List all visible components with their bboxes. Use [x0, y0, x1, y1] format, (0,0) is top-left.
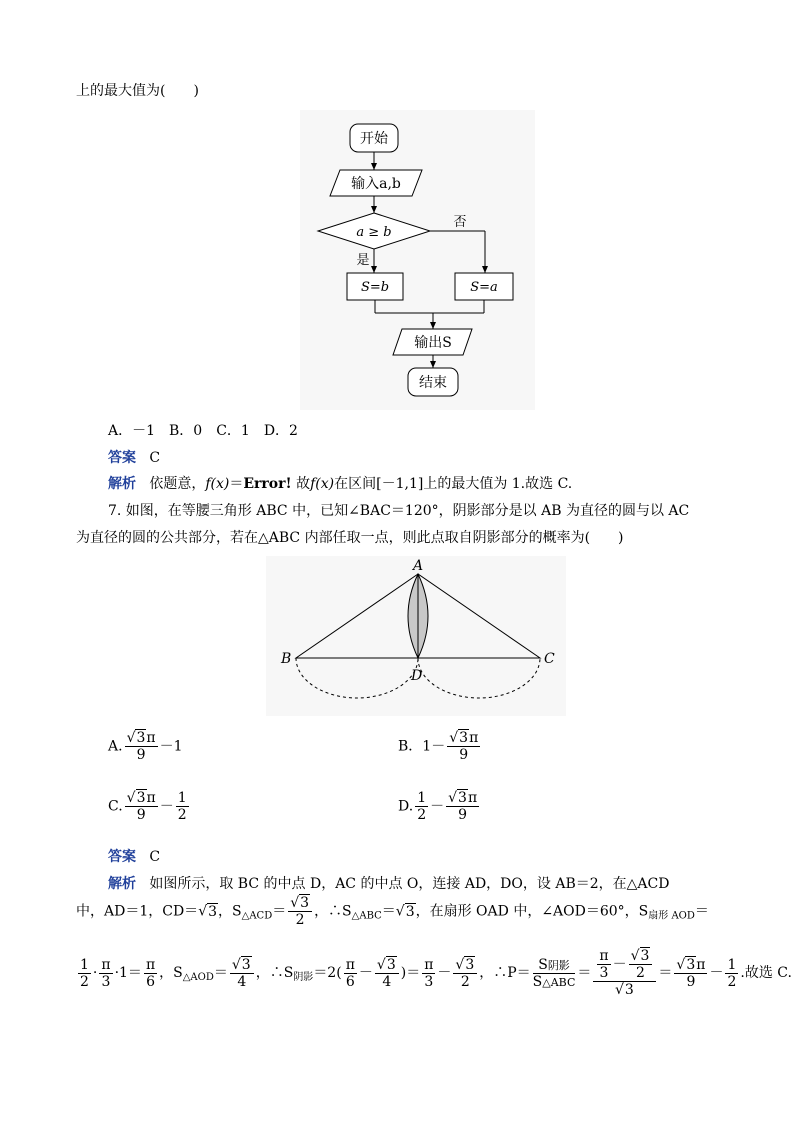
q6-options: A．－1 B．0 C．1 D．2: [108, 423, 298, 439]
q7-analysis-line2: 中，AD＝1，CD＝√3，$S_{\triangle ACD}=$ $\frac{√3}{2}$ ，$\therefore S_{\triangle ABC}=√3$，在扇形 OAD 中，∠AOD＝60°，$S_{扇形 AOD}=$: [76, 895, 709, 929]
error-text: Error!: [243, 476, 292, 492]
flow-input-text: 输入a,b: [351, 176, 401, 192]
q7-analysis-line1: [108, 873, 669, 893]
q7-answer-line: [108, 846, 160, 866]
analysis-label: 解析: [108, 476, 136, 492]
triangle-figure: [266, 556, 566, 716]
q7-analysis-line3: $\frac{1}{2}$ · $\frac{\pi}{3}$ ·1＝ $\frac{\pi}{6}$ ，$S_{\triangle AOD}=$ $\frac{√3}{4}$ ，$\therefore S_{阴影}=2$( $\frac{\pi}{6}$ － $\frac{√3}{4}$ )＝ $\frac{\pi}{3}$ － $\frac{√3}{2}$ ，∴P＝ $\frac{\text{S阴影}}{\text{S△ABC}}$ ＝ $\frac{\pi}{3}$ － $\frac{√3}{2}$ √3 ＝ $\frac{√3\pi}{9}$ － $\frac{1}{2}$ .故选 C.: [80, 948, 792, 999]
flow-decision-text: a ≥ b: [356, 225, 392, 240]
fx: f(x): [205, 476, 230, 492]
q6-stem-tail: 上的最大值为( ): [76, 83, 199, 99]
q6-analysis: [108, 473, 572, 493]
q7-option-a: A. $\frac{√3\pi}{9}$ －1: [108, 730, 183, 764]
eq-sign: ＝: [229, 476, 244, 492]
q7-stem-line2: 为直径的圆的公共部分，若在△ABC 内部任取一点，则此点取自阴影部分的概率为( ): [76, 530, 624, 546]
flowchart: [300, 110, 535, 410]
flow-output-text: 输出S: [414, 335, 452, 351]
flow-start-text: 开始: [360, 131, 388, 147]
label-b: B: [281, 651, 292, 667]
analysis-text-pre: 依题意，: [149, 476, 206, 492]
answer-value: C: [149, 450, 161, 466]
analysis-line1-text: 如图所示，取 BC 的中点 D，AC 的中点 O，连接 AD，DO，设 AB＝2，在△ACD: [149, 876, 670, 892]
q6-answer-line: [108, 447, 160, 467]
flow-left-text: S=b: [360, 280, 390, 295]
label-c: C: [544, 651, 555, 667]
analysis-text-mid: 故: [291, 476, 311, 492]
q7-option-c: C. $\frac{√3\pi}{9}$ － $\frac{1}{2}$: [108, 790, 187, 824]
answer-label: 答案: [108, 450, 136, 466]
analysis-text-end: 在区间[－1,1]上的最大值为 1.故选 C.: [334, 476, 573, 492]
q7-option-b: B．1－ $\frac{√3\pi}{9}$: [398, 730, 479, 764]
fx-2: f(x): [310, 476, 335, 492]
q7-option-d: D. $\frac{1}{2}$ － $\frac{√3\pi}{9}$: [398, 790, 478, 824]
flow-no-label: 否: [453, 215, 467, 230]
flow-end-text: 结束: [419, 375, 447, 391]
q7-stem-line1: 7. 如图，在等腰三角形 ABC 中，已知∠BAC＝120°，阴影部分是以 AB 为直径的圆与以 AC: [108, 503, 690, 519]
answer-label: 答案: [108, 849, 136, 865]
label-d: D: [411, 668, 423, 684]
flow-right-text: S=a: [470, 280, 498, 295]
analysis-label: 解析: [108, 876, 136, 892]
label-a: A: [413, 558, 424, 574]
flow-yes-label: 是: [356, 253, 370, 268]
answer-value: C: [149, 849, 161, 865]
